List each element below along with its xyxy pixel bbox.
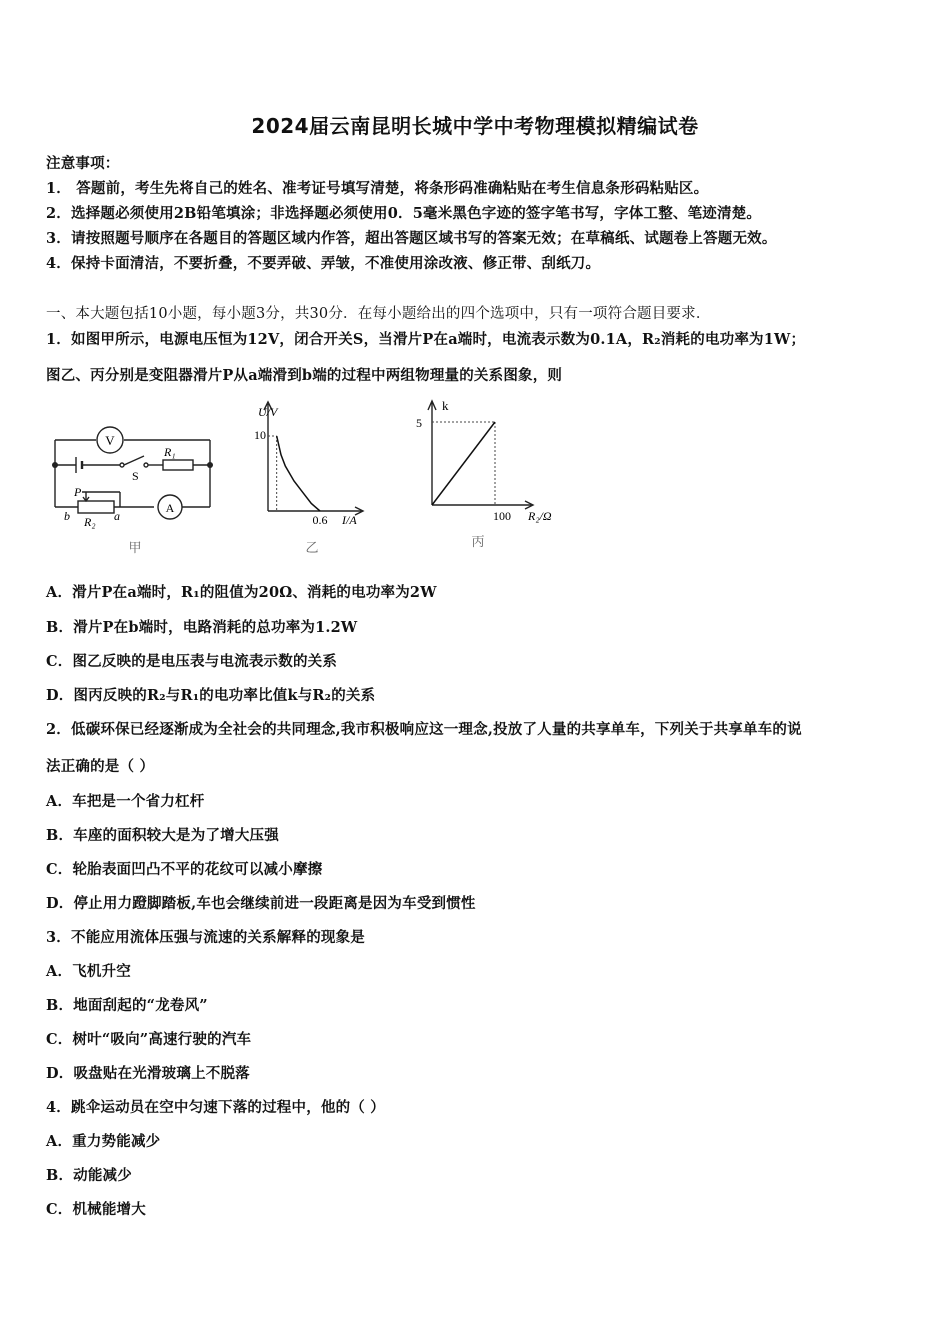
q2-stem-cont: 法正确的是（ ） [46,758,155,775]
y-tick-label: 5 [416,416,422,430]
voltmeter-label: V [105,433,115,448]
switch-label: S [132,469,139,483]
q4-option-c: C．机械能增大 [46,1201,146,1218]
y-axis-label: k [442,398,449,413]
q1-option-d: D．图丙反映的R₂与R₁的电功率比值k与R₂的关系 [46,687,376,704]
q1-stem: 1．如图甲所示，电源电压恒为12V，闭合开关S，当滑片P在a端时，电流表示数为0.1A，R₂消耗的电功率为1W； [46,331,806,348]
figure-yi-caption: 乙 [305,540,319,555]
notice-item: 2．选择题必须使用2B铅笔填涂；非选择题必须使用0．5毫米黑色字迹的签字笔书写，字体工整、笔迹清楚。 [46,205,762,222]
q2-option-d: D．停止用力蹬脚踏板,车也会继续前进一段距离是因为车受到惯性 [46,895,476,912]
figure-bing-chart [392,392,562,558]
page-title: 2024届云南昆明长城中学中考物理模拟精编试卷 [251,114,699,138]
figure-jia-caption: 甲 [128,540,142,555]
end-b-label: b [64,509,70,523]
section-heading: 一、本大题包括10小题，每小题3分，共30分．在每小题给出的四个选项中，只有一项符合题目要求． [46,306,711,322]
ammeter-label: A [165,501,175,515]
notice-item: 4．保持卡面清洁，不要折叠，不要弄破、弄皱，不准使用涂改液、修正带、刮纸刀。 [46,255,601,272]
q3-option-d: D．吸盘贴在光滑玻璃上不脱落 [46,1065,250,1082]
q3-option-a: A．飞机升空 [46,963,131,980]
q2-option-b: B．车座的面积较大是为了增大压强 [46,827,279,844]
notice-heading: 注意事项： [46,155,120,172]
q4-option-b: B．动能减少 [46,1167,132,1184]
figure-yi-chart [240,394,380,560]
q3-stem: 3．不能应用流体压强与流速的关系解释的现象是 [46,929,365,946]
figure-bing-caption: 丙 [471,534,485,549]
y-axis-label: U/V [258,405,278,419]
notice-item: 3．请按照题号顺序在各题目的答题区域内作答，超出答题区域书写的答案无效；在草稿纸、试题卷上答题无效。 [46,230,777,247]
figure-jia-circuit [40,420,230,560]
q1-option-c: C．图乙反映的是电压表与电流表示数的关系 [46,653,338,670]
q4-stem: 4．跳伞运动员在空中匀速下落的过程中，他的（ ） [46,1099,385,1116]
r1-label: R₁ [164,445,176,459]
q1-stem-cont: 图乙、丙分别是变阻器滑片P从a端滑到b端的过程中两组物理量的关系图象，则 [46,367,563,384]
q2-option-a: A．车把是一个省力杠杆 [46,793,205,810]
slider-label: P [74,485,82,499]
y-tick-label: 10 [254,428,266,442]
x-axis-label: I/A [342,513,357,527]
q3-option-b: B．地面刮起的“龙卷风” [46,997,208,1014]
q3-option-c: C．树叶“吸向”高速行驶的汽车 [46,1031,252,1048]
q4-option-a: A．重力势能减少 [46,1133,161,1150]
q1-option-b: B．滑片P在b端时，电路消耗的总功率为1.2W [46,619,358,636]
x-axis-label: R₂/Ω [528,509,552,523]
notice-item: 1． 答题前，考生先将自己的姓名、准考证号填写清楚，将条形码准确粘贴在考生信息条形码粘贴区。 [46,180,709,197]
r2-label: R₂ [84,515,96,529]
q1-option-a: A．滑片P在a端时，R₁的阻值为20Ω、消耗的电功率为2W [46,584,437,601]
x-tick-label: 100 [493,509,511,523]
q2-option-c: C．轮胎表面凹凸不平的花纹可以减小摩擦 [46,861,323,878]
x-tick-label: 0.6 [312,513,328,527]
q2-stem: 2．低碳环保已经逐渐成为全社会的共同理念,我市积极响应这一理念,投放了人量的共享单车，下列关于共享单车的说 [46,721,802,738]
series-line [432,422,495,505]
series-line [277,436,320,511]
end-a-label: a [114,509,120,523]
